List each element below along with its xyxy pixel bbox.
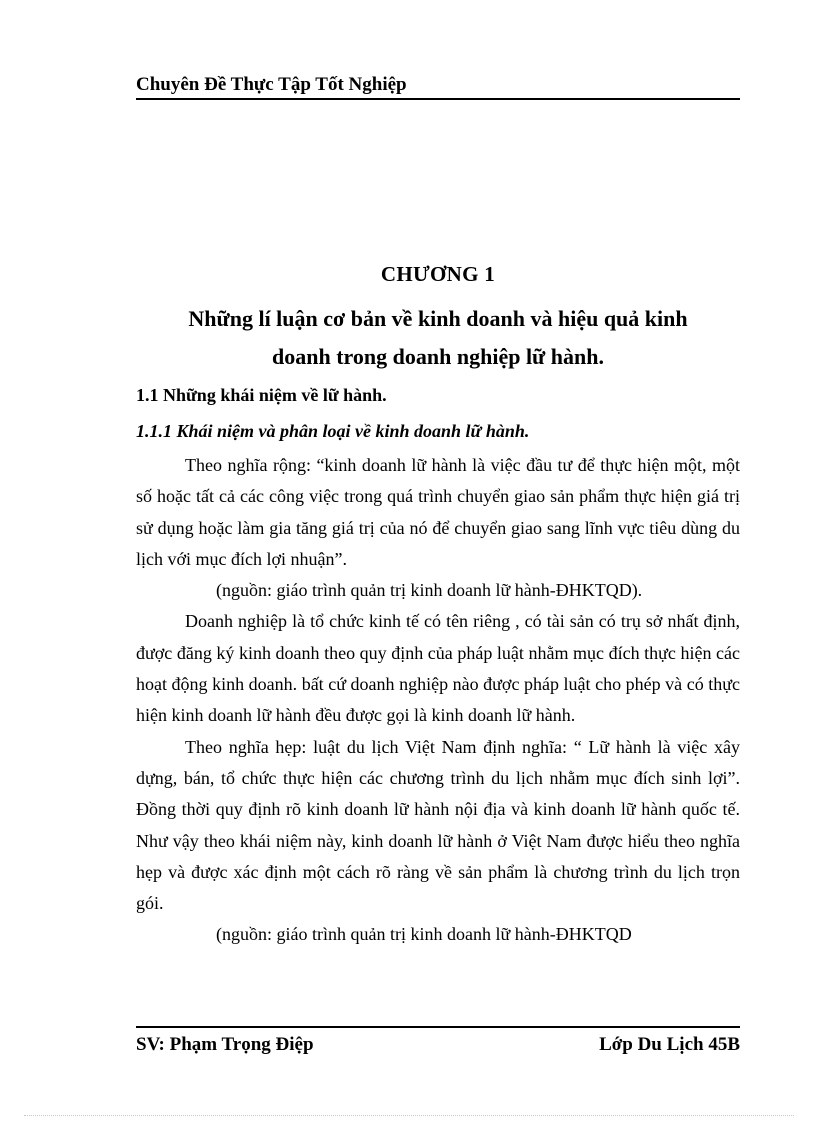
paragraph-narrow-definition: Theo nghĩa hẹp: luật du lịch Việt Nam định nghĩa: “ Lữ hành là việc xây dựng, bán, tổ chức thực hiện các chương trình du lịch nhằm mục đích sinh lợi”. Đồng thời quy định rõ kinh doanh lữ hành nội địa và kinh doanh lữ hành quốc tế. Như vậy theo khái niệm này, kinh doanh lữ hành ở Việt Nam được hiểu theo nghĩa hẹp và được xác định một cách rõ ràng về sản phẩm là chương trình du lịch trọn gói. [136,736,740,914]
paragraph-enterprise-definition: Doanh nghiệp là tổ chức kinh tế có tên riêng , có tài sản có trụ sở nhất định, được đăng ký kinh doanh theo quy định của pháp luật nhằm mục đích thực hiện các hoạt động kinh doanh. bất cứ doanh nghiệp nào được pháp luật cho phép và có thực hiện kinh doanh lữ hành đều được gọi là kinh doanh lữ hành. [136,611,740,726]
footer-class-name: Lớp Du Lịch 45B [599,1034,740,1055]
body-text [136,450,740,951]
section-heading: 1.1 Những khái niệm về lữ hành. [136,385,387,405]
header-divider [136,98,740,100]
chapter-title-line-2: doanh trong doanh nghiệp lữ hành. [272,344,604,369]
chapter-label: CHƯƠNG 1 [380,262,496,286]
footer-divider [136,1026,740,1028]
footer-student-name: SV: Phạm Trọng Điệp [136,1034,314,1055]
source-citation-2: (nguồn: giáo trình quản trị kinh doanh lữ hành-ĐHKTQD [216,924,632,945]
page-bottom-edge [24,1115,794,1116]
page-header-title: Chuyên Đề Thực Tập Tốt Nghiệp [136,74,407,95]
paragraph-broad-definition: Theo nghĩa rộng: “kinh doanh lữ hành là việc đầu tư để thực hiện một, một số hoặc tất cả các công việc trong quá trình chuyển giao sản phẩm thực hiện giá trị sử dụng hoặc làm gia tăng giá trị của nó để chuyển giao sang lĩnh vực tiêu dùng du lịch với mục đích lợi nhuận”. [136,455,740,569]
source-citation-1: (nguồn: giáo trình quản trị kinh doanh lữ hành-ĐHKTQD). [216,580,643,601]
chapter-title-line-1: Những lí luận cơ bản về kinh doanh và hiệu quả kinh [188,306,688,331]
subsection-heading: 1.1.1 Khái niệm và phân loại về kinh doanh lữ hành. [136,421,530,441]
chapter-title [136,300,740,376]
